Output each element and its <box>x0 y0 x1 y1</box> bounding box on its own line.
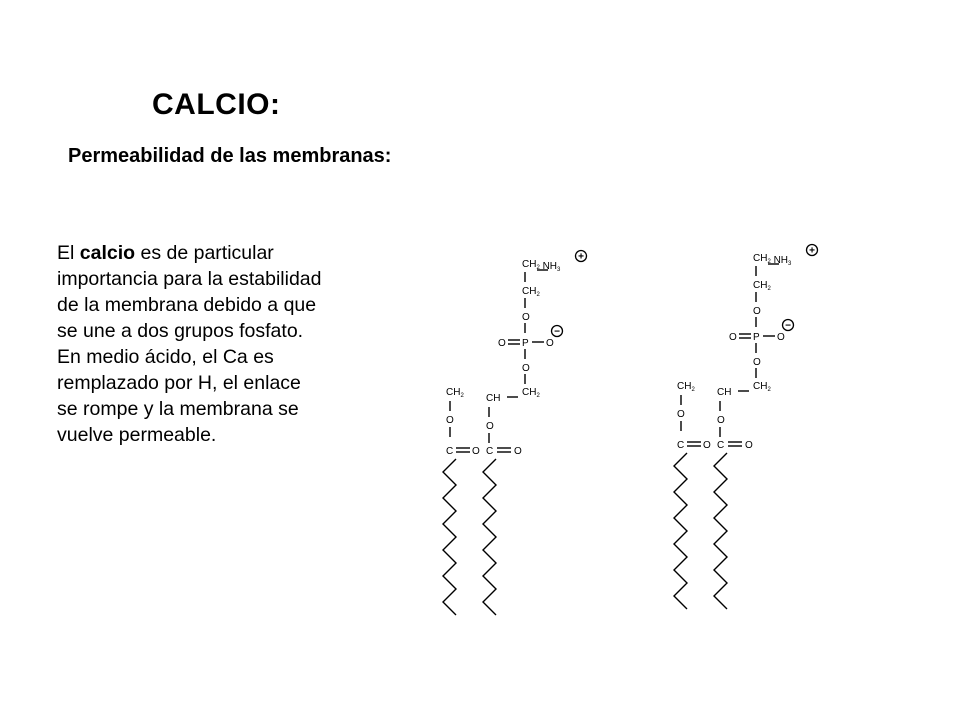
right-positive-charge-sign: + <box>809 245 815 257</box>
right-carbonyl-o-a: O <box>703 440 711 451</box>
right-o-ester-b: O <box>717 415 725 426</box>
left-o-ester-b: O <box>486 421 494 432</box>
left-carbon-b: C <box>486 446 494 457</box>
slide-subtitle: Permeabilidad de las membranas: <box>68 145 392 167</box>
right-carbon-b: C <box>717 440 725 451</box>
right-carbon-a: C <box>677 440 685 451</box>
left-phosphorus: P <box>522 338 529 349</box>
right-ch2-glycerol-right: CH2 <box>753 381 771 393</box>
paragraph-start: El <box>57 242 80 264</box>
right-fatty-acid-tail-a <box>674 453 687 609</box>
right-o-ester-a: O <box>677 409 685 420</box>
left-negative-charge-sign: − <box>554 326 560 338</box>
left-ch2-upper: CH2 <box>522 286 540 298</box>
right-negative-charge-sign: − <box>785 320 791 332</box>
right-ch2-nh3: CH2 NH3 <box>753 253 792 267</box>
right-o-right: O <box>777 332 785 343</box>
left-carbonyl-o-a: O <box>472 446 480 457</box>
left-ch2-nh3: CH2 NH3 <box>522 259 561 273</box>
paragraph-bold-term: calcio <box>79 242 136 264</box>
right-o-upper: O <box>753 306 761 317</box>
left-o-upper: O <box>522 312 530 323</box>
left-o-lower: O <box>522 363 530 374</box>
right-carbonyl-o-b: O <box>745 440 753 451</box>
left-o-ester-a: O <box>446 415 454 426</box>
slide-title: CALCIO: <box>152 88 281 121</box>
left-carbonyl-o-b: O <box>514 446 522 457</box>
left-positive-charge-sign: + <box>578 251 584 263</box>
right-phosphorus: P <box>753 332 760 343</box>
left-ch-glycerol: CH <box>486 393 501 404</box>
right-o-left: O <box>729 332 737 343</box>
left-o-left: O <box>498 338 506 349</box>
left-o-right: O <box>546 338 554 349</box>
right-ch2-upper: CH2 <box>753 280 771 292</box>
left-carbon-a: C <box>446 446 454 457</box>
right-fatty-acid-tail-b <box>714 453 727 609</box>
right-ch2-glycerol-left: CH2 <box>677 381 695 393</box>
left-ch2-glycerol-left: CH2 <box>446 387 464 399</box>
right-o-lower: O <box>753 357 761 368</box>
right-ch-glycerol: CH <box>717 387 732 398</box>
left-ch2-glycerol-right: CH2 <box>522 387 540 399</box>
paragraph-rest: es de particular importancia para la estabilidad de la membrana debido a que se une a dos grupos fosfato. En medio ácido, el Ca es remplazado por H, el enlace se rompe y la membrana se vuelve permeable. <box>57 242 322 446</box>
